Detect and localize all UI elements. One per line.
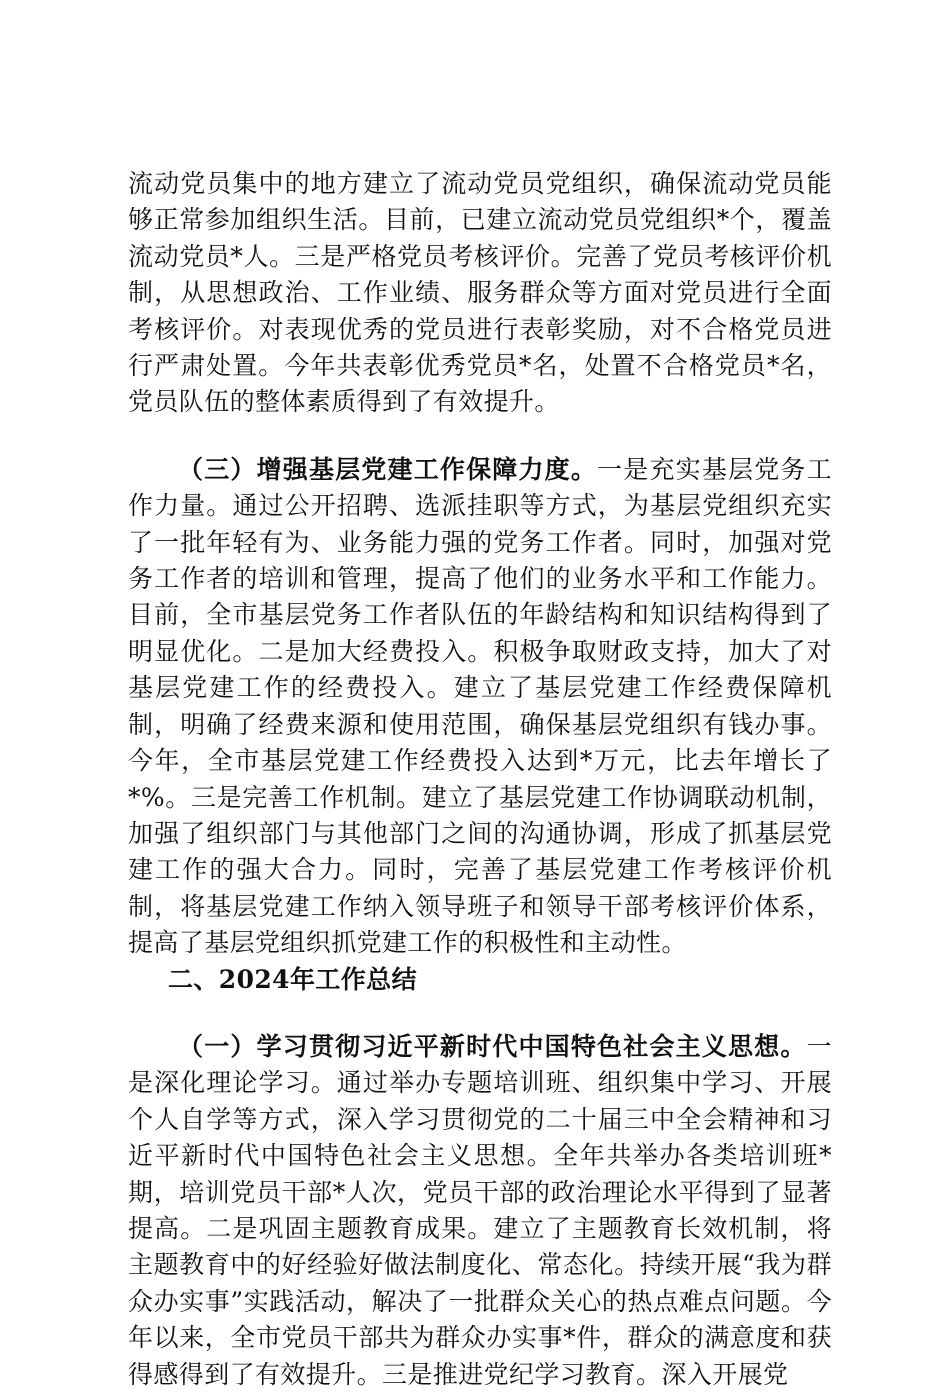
paragraph-section-1 [128, 1029, 832, 1393]
section-lead-title: （三）增强基层党建工作保障力度。 [178, 454, 598, 484]
paragraph-text: 一是深化理论学习。通过举办专题培训班、组织集中学习、开展个人自学等方式，深入学习贯彻党的二十届三中全会精神和习近平新时代中国特色社会主义思想。全年共举办各类培训班*期，培训党员干部*人次，党员干部的政治理论水平得到了显著提高。二是巩固主题教育成果。建立了主题教育长效机制，将主题教育中的好经验好做法制度化、常态化。持续开展“我为群众办实事”实践活动，解决了一批群众关心的热点难点问题。今年以来，全市党员干部共为群众办实事*件，群众的满意度和获得感得到了有效提升。三是推进党纪学习教育。深入开展党 [128, 1031, 832, 1389]
document-page [128, 166, 832, 1393]
paragraph-text: 流动党员集中的地方建立了流动党员党组织，确保流动党员能够正常参加组织生活。目前，已建立流动党员党组织*个，覆盖流动党员*人。三是严格党员考核评价。完善了党员考核评价机制，从思想政治、工作业绩、服务群众等方面对党员进行全面考核评价。对表现优秀的党员进行表彰奖励，对不合格党员进行严肃处置。今年共表彰优秀党员*名，处置不合格党员*名，党员队伍的整体素质得到了有效提升。 [128, 169, 832, 417]
paragraph-continuation [128, 166, 832, 421]
paragraph-section-3 [128, 452, 832, 962]
chapter-heading: 二、2024年工作总结 [168, 964, 417, 994]
paragraph-text: 一是充实基层党务工作力量。通过公开招聘、选派挂职等方式，为基层党组织充实了一批年轻有为、业务能力强的党务工作者。同时，加强对党务工作者的培训和管理，提高了他们的业务水平和工作能力。目前，全市基层党务工作者队伍的年龄结构和知识结构得到了明显优化。二是加大经费投入。积极争取财政支持，加大了对基层党建工作的经费投入。建立了基层党建工作经费保障机制，明确了经费来源和使用范围，确保基层党组织有钱办事。今年，全市基层党建工作经费投入达到*万元，比去年增长了*%。三是完善工作机制。建立了基层党建工作协调联动机制，加强了组织部门与其他部门之间的沟通协调，形成了抓基层党建工作的强大合力。同时，完善了基层党建工作考核评价机制，将基层党建工作纳入领导班子和领导干部考核评价体系，提高了基层党组织抓党建工作的积极性和主动性。 [128, 454, 832, 958]
section-lead-title: （一）学习贯彻习近平新时代中国特色社会主义思想。 [178, 1031, 807, 1061]
